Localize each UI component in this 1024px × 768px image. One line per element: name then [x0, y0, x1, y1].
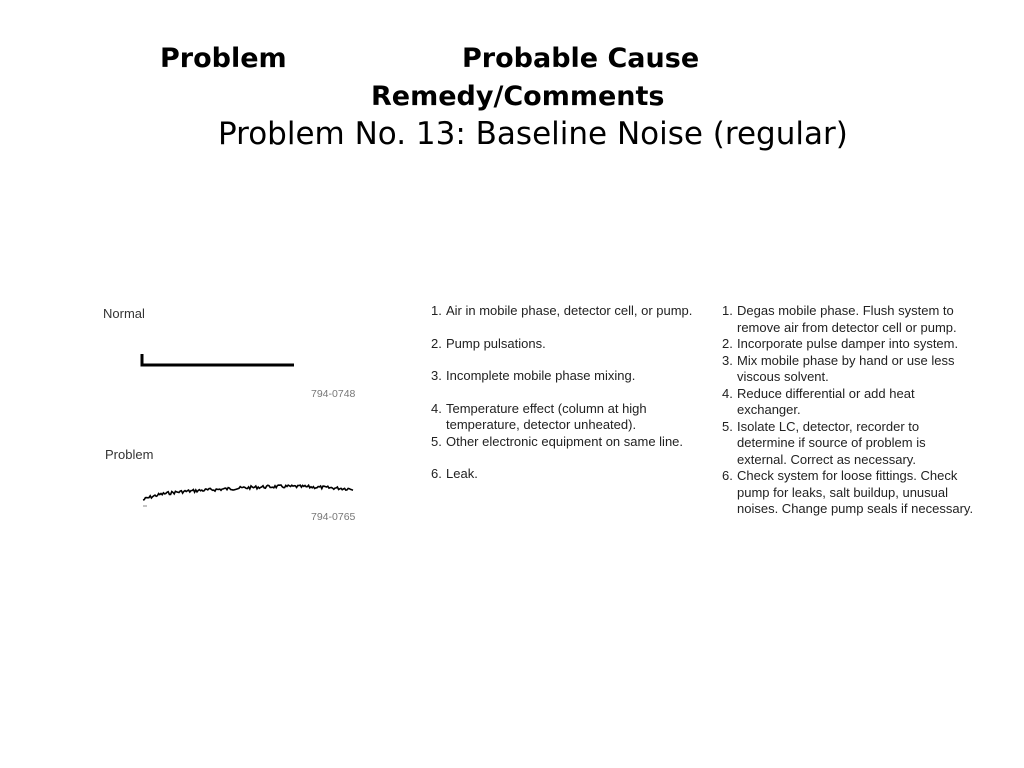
header-problem: Problem — [160, 43, 287, 74]
cause-item-4: 4. Temperature effect (column at high temperature, detector unheated). — [431, 400, 647, 432]
remedy-item-1: 1. Degas mobile phase. Flush system to remove air from detector cell or pump. — [722, 303, 957, 335]
cause-item-1: 1. Air in mobile phase, detector cell, or pump. — [431, 303, 693, 318]
cause-item-2: 2. Pump pulsations. — [431, 335, 546, 351]
remedy-item-6: 6. Check system for loose fittings. Check pump for leaks, salt buildup, unusual noises. Change pump seals if necessary. — [722, 468, 974, 516]
cause-item-3: 3. Incomplete mobile phase mixing. — [431, 368, 636, 383]
probable-causes-list — [431, 303, 696, 499]
remedy-item-3: 3. Mix mobile phase by hand or use less viscous solvent. — [722, 352, 955, 384]
noisy-baseline-figure — [135, 470, 365, 515]
normal-baseline-trace — [142, 354, 294, 365]
slide-title: Problem No. 13: Baseline Noise (regular) — [218, 116, 848, 152]
cause-item-5: 5. Other electronic equipment on same line. — [431, 433, 684, 449]
remedies-list — [722, 303, 977, 518]
cause-item-6: 6. Leak. — [431, 466, 478, 481]
remedy-item-5: 5. Isolate LC, detector, recorder to determine if source of problem is external. Correct as necessary. — [722, 418, 926, 467]
normal-baseline-figure — [130, 345, 310, 375]
noisy-baseline-trace — [143, 485, 353, 500]
normal-label: Normal — [103, 306, 145, 321]
header-remedy-comments: Remedy/Comments — [371, 81, 665, 112]
remedy-item-4: 4. Reduce differential or add heat exchanger. — [722, 385, 915, 417]
remedy-item-2: 2. Incorporate pulse damper into system. — [722, 336, 959, 351]
problem-figure-code: 794-0765 — [311, 511, 356, 523]
normal-figure-code: 794-0748 — [311, 388, 356, 400]
header-probable-cause: Probable Cause — [462, 43, 700, 74]
problem-label: Problem — [105, 447, 154, 462]
